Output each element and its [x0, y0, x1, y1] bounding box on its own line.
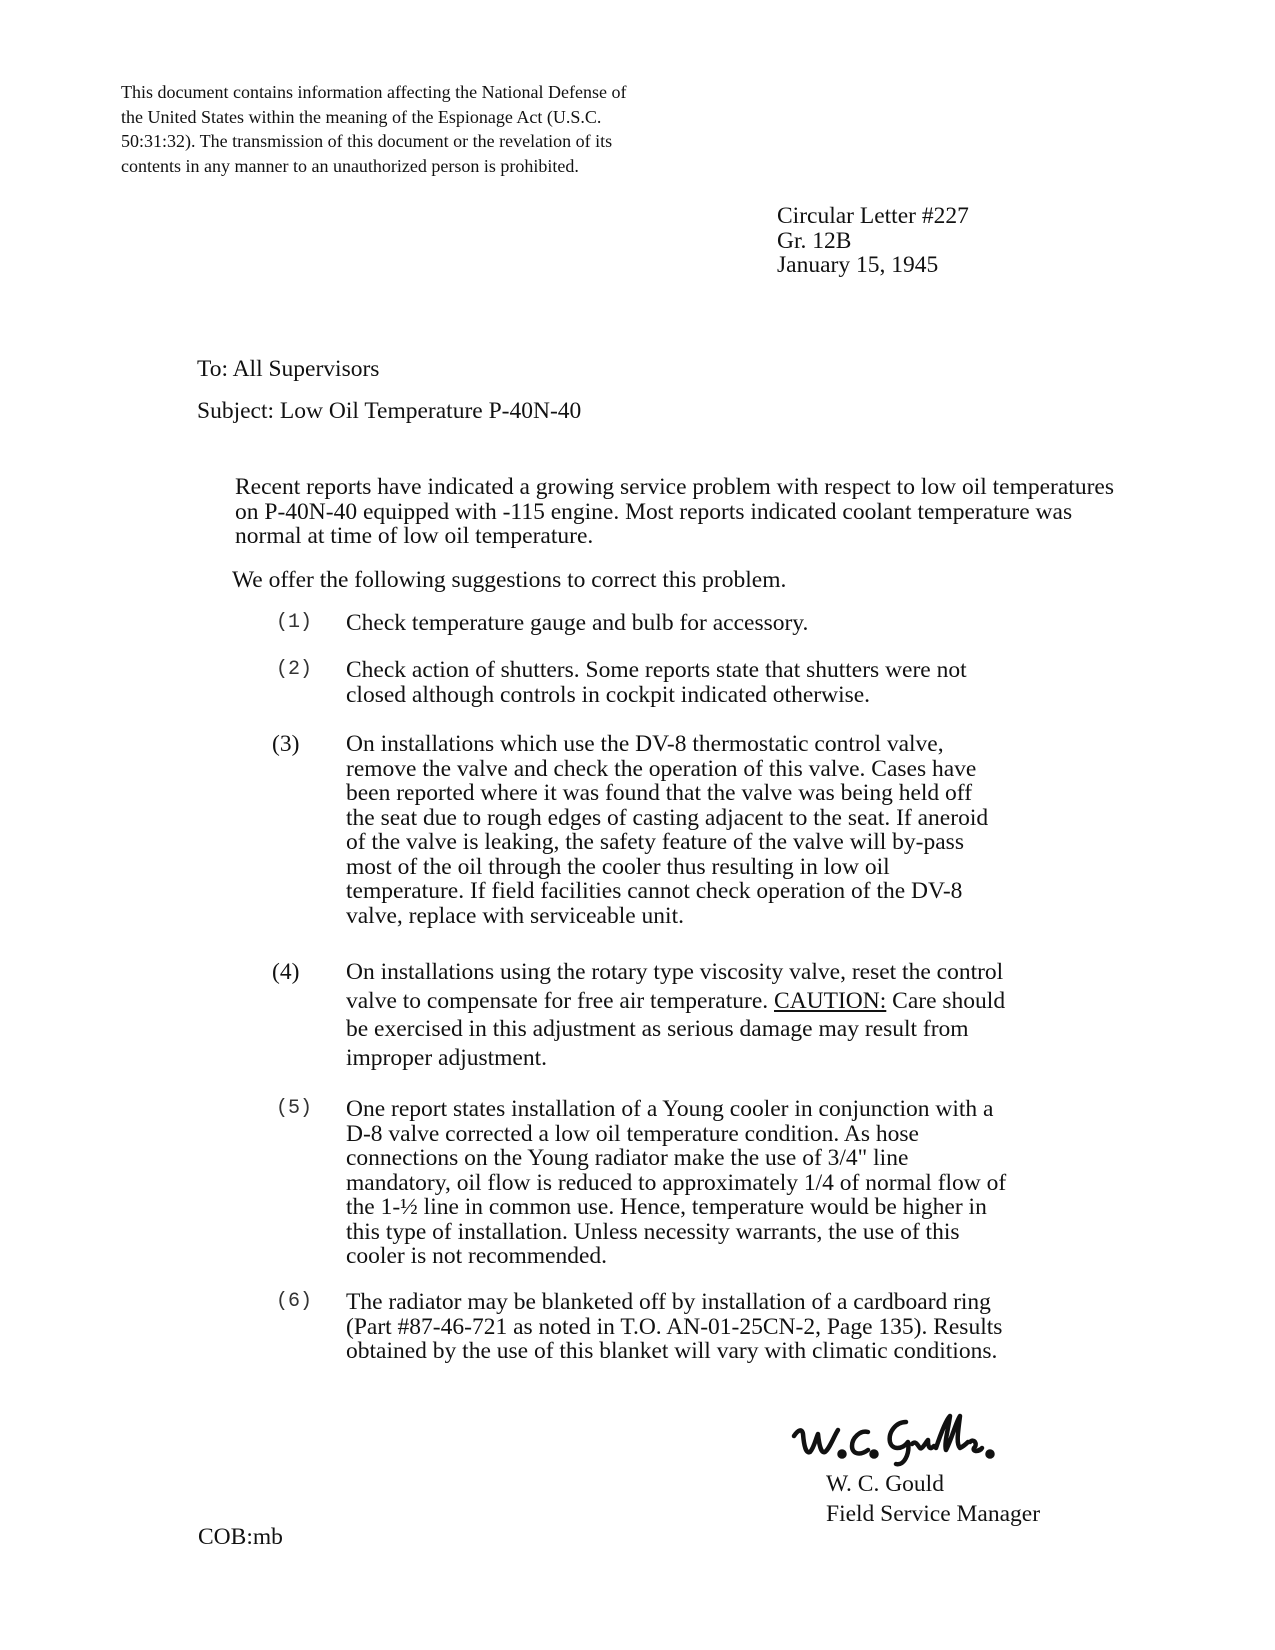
- item-number: (3): [272, 731, 300, 757]
- item-number: (5): [276, 1097, 313, 1120]
- item-text: [346, 958, 1011, 1072]
- item-text: On installations which use the DV-8 thermostatic control valve, remove the valve and check the operation of this valve. Cases have been reported where it was found that the valve was being held off the seat due to rough edges of casting adjacent to the seat. If aneroid of the valve is leaking, the safety feature of the valve will by-pass most of the oil through the cooler thus resulting in low oil temperature. If field facilities cannot check operation of the DV-8 valve, replace with serviceable unit.: [346, 731, 989, 929]
- item-number: (2): [276, 658, 313, 681]
- item-text: Check action of shutters. Some reports state that shutters were not closed although controls in cockpit indicated otherwise.: [346, 657, 967, 708]
- item-text: The radiator may be blanketed off by installation of a cardboard ring (Part #87-46-721 as noted in T.O. AN-01-25CN-2, Page 135). Results obtained by the use of this blanket will vary with climatic conditions.: [346, 1289, 1003, 1364]
- signer-title: Field Service Manager: [826, 1501, 1041, 1527]
- signature-block: [826, 1469, 1040, 1529]
- item-text-part: On installations using the rotary type viscosity valve, reset the control valve to compensate for free air temperature.: [346, 959, 1004, 1014]
- subject-line: Subject: Low Oil Temperature P-40N-40: [197, 398, 582, 424]
- reference-block: [777, 204, 969, 278]
- item-text-part: Care should be exercised in this adjustment as serious damage may result from improper adjustment.: [346, 987, 1006, 1071]
- handwritten-signature: [790, 1408, 1005, 1468]
- intro-paragraph: Recent reports have indicated a growing service problem with respect to low oil temperatures on P-40N-40 equipped with -115 engine. Most reports indicated coolant temperature was normal at time of low oil temperature.: [235, 474, 1114, 549]
- typist-initials: COB:mb: [198, 1524, 283, 1550]
- caution-label: CAUTION:: [774, 987, 887, 1014]
- group-code: Gr. 12B: [777, 227, 852, 254]
- item-text: One report states installation of a Young cooler in conjunction with a D-8 valve corrected a low oil temperature condition. As hose connections on the Young radiator make the use of 3/4" line mandatory, oil flow is reduced to approximately 1/4 of normal flow of the 1-½ line in common use. Hence, temperature would be higher in this type of installation. Unless necessity warrants, the use of this cooler is not recommended.: [346, 1096, 1007, 1269]
- security-notice: This document contains information affecting the National Defense of the United States within the meaning of the Espionage Act (U.S.C. 50:31:32). The transmission of this document or the revelation of its contents in any manner to an unauthorized person is prohibited.: [121, 82, 627, 176]
- letter-date: January 15, 1945: [777, 252, 939, 278]
- item-number: (4): [272, 959, 300, 985]
- offer-line: We offer the following suggestions to correct this problem.: [232, 567, 787, 593]
- item-text: Check temperature gauge and bulb for accessory.: [346, 610, 809, 636]
- item-number: (1): [276, 611, 313, 634]
- item-number: (6): [276, 1290, 313, 1313]
- recipient-line: To: All Supervisors: [197, 356, 380, 382]
- signer-name: W. C. Gould: [826, 1471, 944, 1497]
- circular-letter-number: Circular Letter #227: [777, 203, 969, 229]
